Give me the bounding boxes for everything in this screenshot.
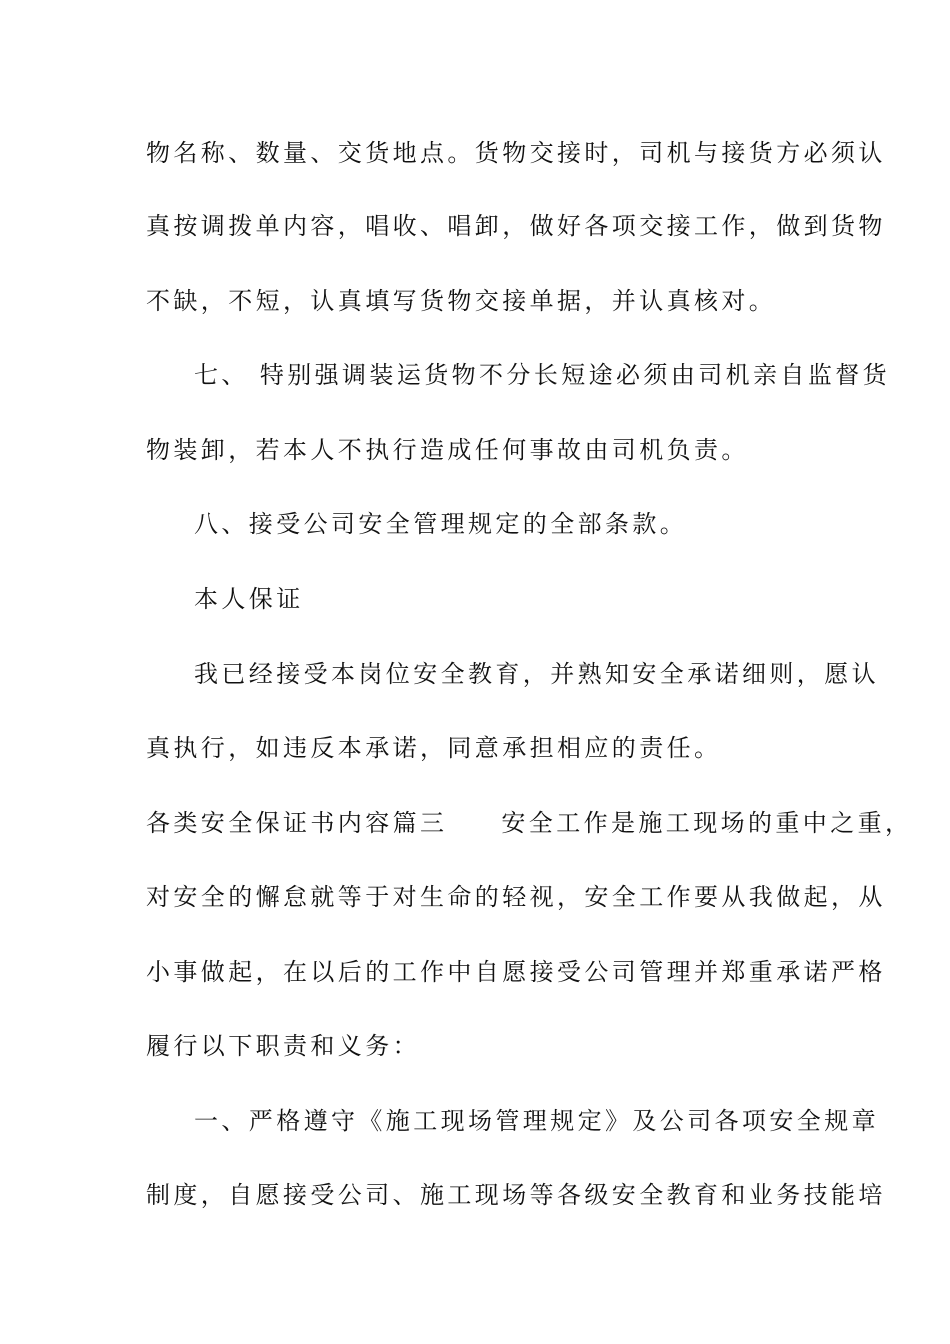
pledge-paragraph-line: 我已经接受本岗位安全教育，并熟知安全承诺细则，愿认 bbox=[194, 660, 879, 688]
paragraph-line: 真按调拨单内容，唱收、唱卸，做好各项交接工作，做到货物 bbox=[146, 212, 886, 240]
paragraph-line: 不缺，不短，认真填写货物交接单据，并认真核对。 bbox=[146, 287, 777, 315]
paragraph-line: 物名称、数量、交货地点。货物交接时，司机与接货方必须认 bbox=[146, 139, 886, 167]
paragraph-line: 小事做起，在以后的工作中自愿接受公司管理并郑重承诺严格 bbox=[146, 958, 886, 986]
section-intro-text: 安全工作是施工现场的重中之重， bbox=[501, 809, 913, 837]
pledge-heading: 本人保证 bbox=[194, 585, 304, 613]
paragraph-line: 物装卸，若本人不执行造成任何事故由司机负责。 bbox=[146, 436, 749, 464]
clause-eight-line: 八、接受公司安全管理规定的全部条款。 bbox=[194, 510, 688, 538]
paragraph-line: 制度，自愿接受公司、施工现场等各级安全教育和业务技能培 bbox=[146, 1181, 886, 1209]
clause-one-line: 一、严格遵守《施工现场管理规定》及公司各项安全规章 bbox=[194, 1107, 879, 1135]
pledge-paragraph-line: 真执行，如违反本承诺，同意承担相应的责任。 bbox=[146, 734, 722, 762]
clause-seven-line: 七、 特别强调装运货物不分长短途必须由司机亲自监督货 bbox=[194, 361, 891, 389]
paragraph-line: 对安全的懈怠就等于对生命的轻视，安全工作要从我做起，从 bbox=[146, 883, 886, 911]
section-title: 各类安全保证书内容篇三 bbox=[146, 809, 448, 837]
paragraph-line: 履行以下职责和义务： bbox=[146, 1032, 420, 1060]
section-heading-line bbox=[146, 808, 912, 838]
